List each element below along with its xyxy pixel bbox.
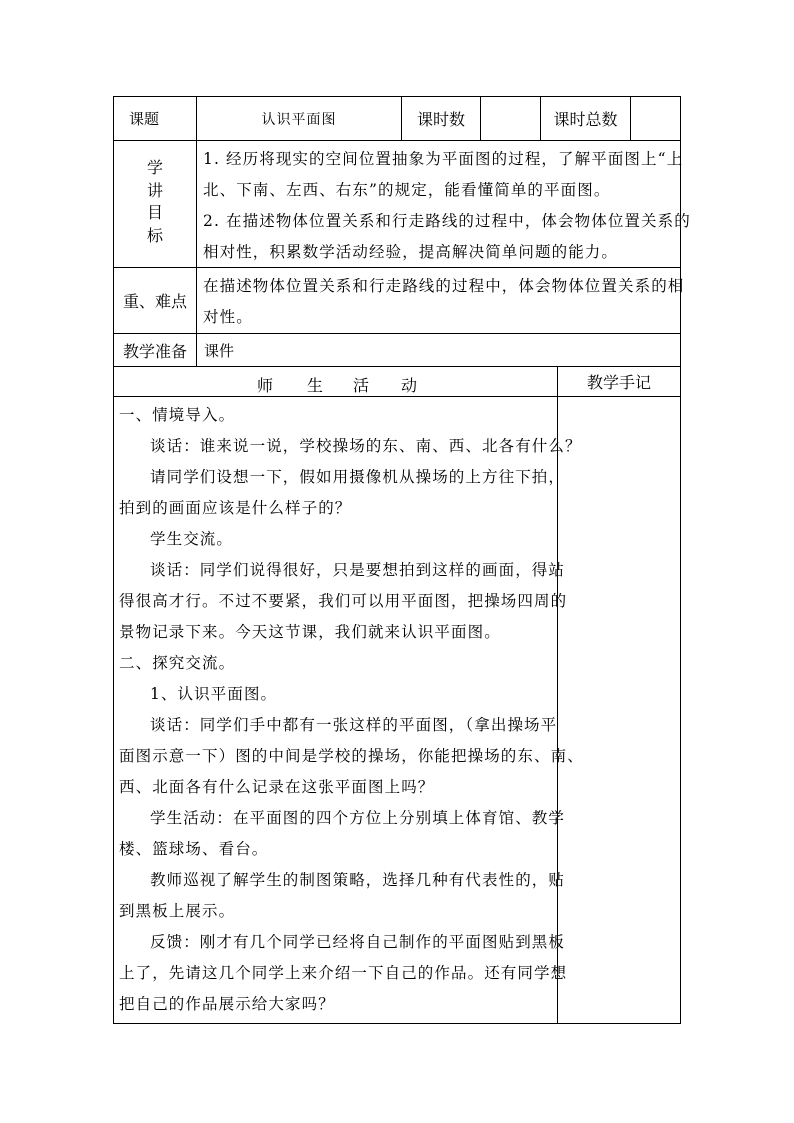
body-line: 谈话：同学们手中都有一张这样的平面图，（拿出操场平 [150,716,558,734]
key-points-line: 对性。 [203,308,253,326]
topic-value: 认识平面图 [261,111,337,128]
total-periods-label-cell [541,97,630,140]
preparation-value: 课件 [204,341,235,360]
activity-header-cell [114,367,557,396]
body-line: 拍到的画面应该是什么样子的？ [119,499,352,517]
activity-header-char: 活 [353,376,371,395]
notes-header-cell [558,367,680,396]
body-line: 上了，先请这几个同学上来介绍一下自己的作品。还有同学想 [119,964,568,982]
activity-header-char: 师 [257,376,275,395]
objective-line: 1. 经历将现实的空间位置抽象为平面图的过程，了解平面图上“上 [203,150,684,168]
period-label: 课时数 [416,110,465,129]
key-points-content-cell [197,268,685,333]
preparation-value-cell [197,334,680,366]
body-line: 反馈：刚才有几个同学已经将自己制作的平面图贴到黑板 [150,933,566,951]
objective-line: 北、下南、左西、右东”的规定，能看懂简单的平面图。 [203,181,611,199]
total-periods-value-cell [631,97,680,140]
topic-label-cell [114,97,196,140]
body-line: 谈话：谁来说一说，学校操场的东、南、西、北各有什么？ [150,437,582,455]
key-points-label-cell [114,268,196,333]
period-value-cell [481,97,540,140]
body-line: 1、认识平面图。 [150,685,278,703]
objectives-label-char: 讲 [146,180,163,200]
body-line: 学生交流。 [150,530,234,548]
objective-line: 2. 在描述物体位置关系和行走路线的过程中，体会物体位置关系的 [203,212,691,230]
notes-header: 教学手记 [586,373,651,392]
body-line: 得很高才行。不过不要紧，我们可以用平面图，把操场四周的 [119,592,568,610]
body-line: 面图示意一下）图的中间是学校的操场，你能把操场的东、南、 [119,747,584,765]
body-line: 教师巡视了解学生的制图策略，选择几种有代表性的，贴 [150,871,566,889]
objectives-label-char: 学 [146,158,163,177]
objectives-label-char: 目 [146,203,163,222]
body-line: 谈话：同学们说得很好，只是要想拍到这样的画面，得站 [150,561,566,579]
body-line: 把自己的作品展示给大家吗？ [119,995,335,1013]
body-line: 西、北面各有什么记录在这张平面图上吗？ [119,778,435,796]
activity-header-char: 动 [401,376,419,395]
objectives-label-char: 标 [146,225,163,245]
body-line: 请同学们设想一下，假如用摄像机从操场的上方往下拍， [150,468,566,486]
key-points-line: 在描述物体位置关系和行走路线的过程中，体会物体位置关系的相 [203,277,685,295]
activity-header-char: 生 [307,376,325,395]
preparation-label-cell [114,334,196,366]
topic-value-cell [197,97,401,140]
objectives-label-cell [114,141,196,267]
body-line: 一、情境导入。 [119,406,236,424]
objectives-content-cell [197,141,691,267]
body-line: 学生活动：在平面图的四个方位上分别填上体育馆、教学 [150,809,566,827]
key-points-label: 重、难点 [122,292,187,311]
objective-line: 相对性，积累数学活动经验，提高解决简单问题的能力。 [203,243,619,261]
body-line: 二、探究交流。 [119,654,236,672]
body-line: 到黑板上展示。 [119,902,236,920]
body-line: 楼、篮球场、看台。 [119,840,269,858]
activity-content-cell [114,397,584,1023]
total-periods-label: 课时总数 [553,110,618,129]
notes-content-cell [558,397,680,1023]
body-line: 景物记录下来。今天这节课，我们就来认识平面图。 [119,623,501,641]
period-label-cell [402,97,480,140]
topic-label: 课题 [128,110,159,128]
preparation-label: 教学准备 [122,341,187,361]
